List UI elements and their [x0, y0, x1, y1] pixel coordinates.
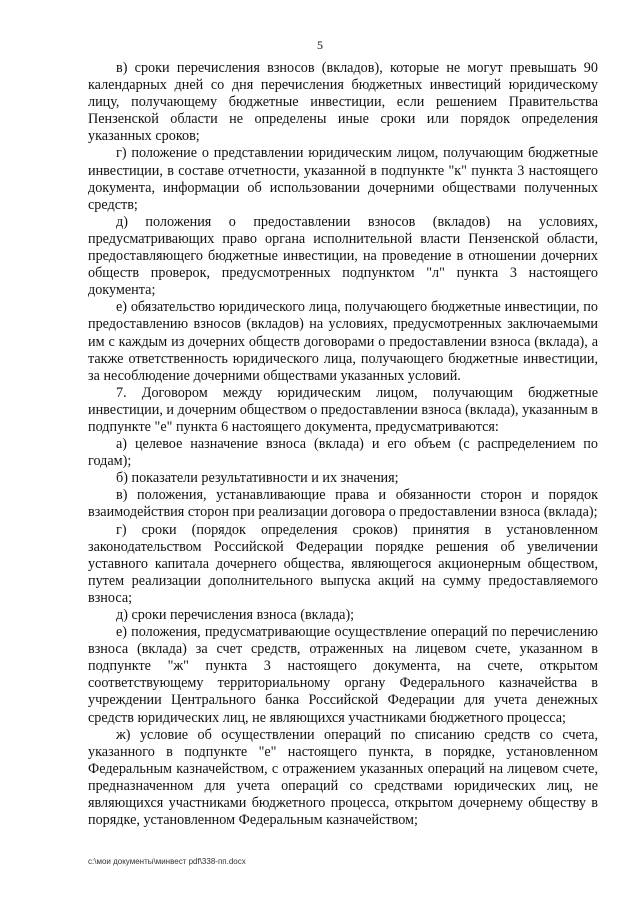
- paragraph-7b: б) показатели результативности и их значения;: [116, 470, 399, 487]
- paragraph-6v: в) сроки перечисления взносов (вкладов), которые не могут превышать 90 календарных дней со дня перечисления бюджетных инвестиций юридическому лицу, получающему бюджетные инвестиции, если решением Правительства Пензенской области не определены иные сроки или порядок определения указанных сроков;: [88, 60, 598, 145]
- paragraph-7e: е) положения, предусматривающие осуществление операций по перечислению взноса (вклада) за счет средств, отраженных на лицевом счете, указанном в подпункте "ж" пункта 3 настоящего документа, на счете, открытом соответствующему территориальному органу Федерального казначейства в учреждении Центрального банка Российской Федерации для учета денежных средств юридических лиц, не являющихся участниками бюджетного процесса;: [88, 624, 598, 726]
- paragraph-6e: е) обязательство юридического лица, получающего бюджетные инвестиции, по предоставлению взносов (вкладов) на условиях, предусмотренных заключаемыми им с каждым из дочерних обществ договорами о предоставлении взноса (вклада), а также ответственность юридического лица, получающего бюджетные инвестиции, за несоблюдение дочерними обществами указанных условий.: [88, 299, 598, 384]
- paragraph-6g: г) положение о представлении юридическим лицом, получающим бюджетные инвестиции, в составе отчетности, указанной в подпункте "к" пункта 3 настоящего документа, информации об использовании дочерними обществами полученных средств;: [88, 145, 598, 213]
- paragraph-7v: в) положения, устанавливающие права и обязанности сторон и порядок взаимодействия сторон при реализации договора о предоставлении взноса (вклада);: [88, 487, 598, 521]
- paragraph-7a: а) целевое назначение взноса (вклада) и его объем (с распределением по годам);: [88, 436, 598, 470]
- paragraph-6d: д) положения о предоставлении взносов (вкладов) на условиях, предусматривающих право органа исполнительной власти Пензенской области, предоставляющего бюджетные инвестиции, на проведение в отношении дочерних обществ проверок, предусмотренных подпунктом "л" пункта 3 настоящего документа;: [88, 213, 598, 299]
- paragraph-7g: г) сроки (порядок определения сроков) принятия в установленном законодательством Российской Федерации порядке решения об увеличении уставного капитала дочернего общества, являющегося акционерным обществом, путем реализации дополнительного выпуска акций на сумму предоставляемого взноса;: [88, 521, 598, 606]
- page-number: 5: [317, 38, 323, 52]
- paragraph-7zh: ж) условие об осуществлении операций по списанию средств со счета, указанного в подпункте "е" настоящего пункта, в порядке, установленном Федеральным казначейством, с отражением указанных операций на лицевом счете, предназначенном для учета операций со средствами юридических лиц, не являющихся участниками бюджетного процесса, открытом дочернему обществу в порядке, установленном Федеральным казначейством;: [88, 726, 598, 829]
- paragraph-7: 7. Договором между юридическим лицом, получающим бюджетные инвестиции, и дочерним обществом о предоставлении взноса (вклада), указанным в подпункте "е" пункта 6 настоящего документа, предусматриваются:: [88, 384, 598, 435]
- paragraph-7d: д) сроки перечисления взноса (вклада);: [116, 607, 355, 623]
- document-body: [88, 60, 598, 829]
- footer-file-path: c:\мои документы\минвест pdf\338-пп.docx: [88, 857, 246, 866]
